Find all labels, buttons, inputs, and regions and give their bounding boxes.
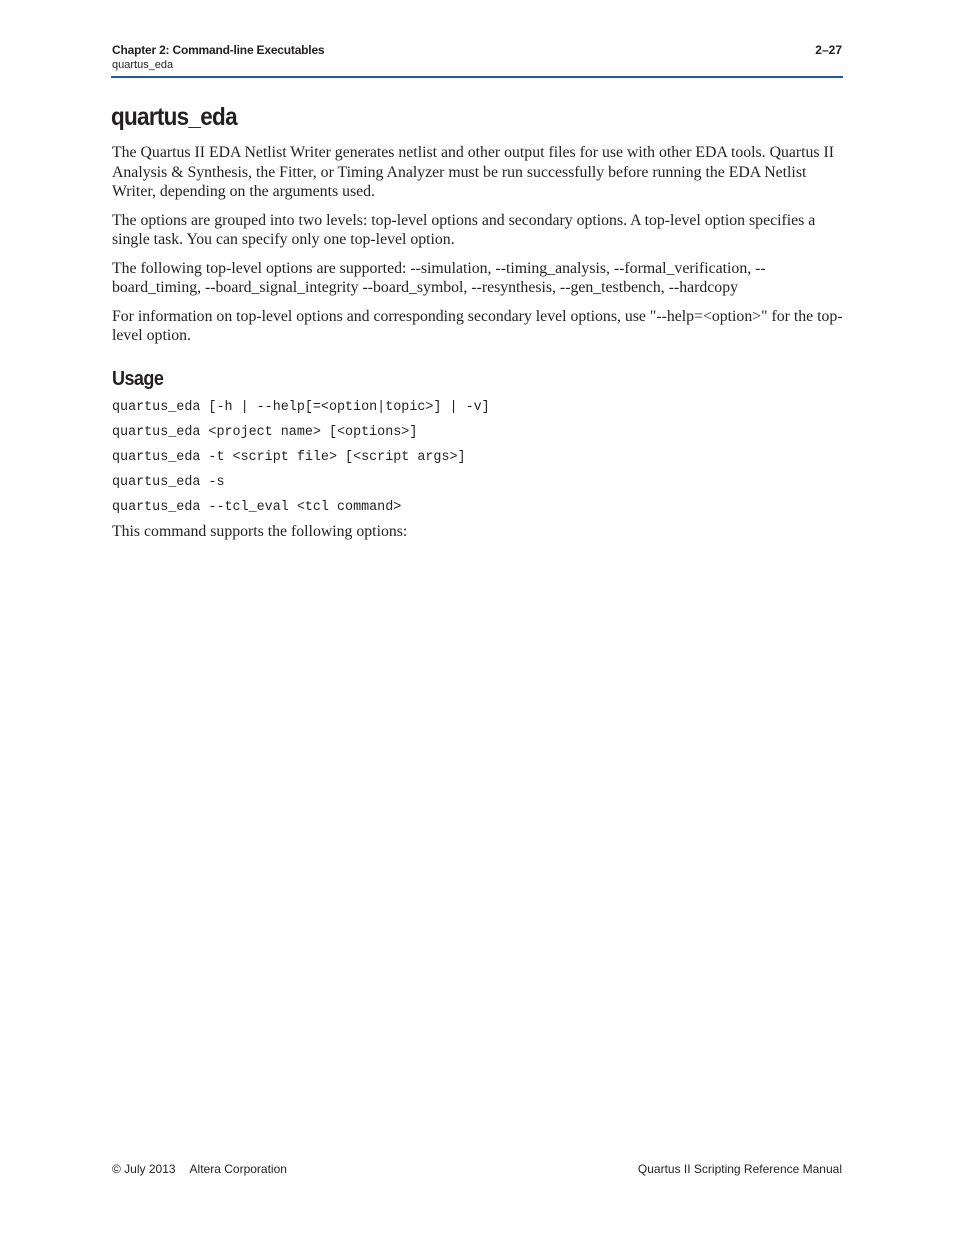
footer-company: Altera Corporation (189, 1162, 287, 1176)
header-page-number: 2–27 (815, 43, 842, 57)
usage-line: quartus_eda -s (112, 475, 225, 490)
footer-manual-title: Quartus II Scripting Reference Manual (637, 1162, 842, 1176)
usage-line: quartus_eda -t <script file> [<script args>] (112, 450, 466, 465)
main-content (112, 143, 844, 551)
footer-date: © July 2013 (112, 1162, 176, 1176)
usage-line: quartus_eda <project name> [<options>] (112, 425, 418, 440)
options-intro: This command supports the following options: (112, 523, 408, 540)
usage-line: quartus_eda --tcl_eval <tcl command> (112, 500, 402, 515)
footer-left (112, 1162, 287, 1176)
page-title: quartus_eda (111, 103, 237, 131)
intro-paragraph: The Quartus II EDA Netlist Writer generates netlist and other output files for use with other EDA tools. Quartus II Analysis & Synthesis, the Fitter, or Timing Analyzer must be run successfully before running the EDA Netlist Writer, depending on the arguments used. (112, 144, 835, 200)
help-paragraph: For information on top-level options and corresponding secondary level options, use "--help=<option>" for the top-level option. (112, 307, 843, 344)
usage-line: quartus_eda [-h | --help[=<option|topic>] | -v] (112, 400, 490, 415)
header-chapter: Chapter 2: Command-line Executables (112, 43, 325, 57)
header-rule (111, 76, 843, 78)
usage-heading: Usage (112, 367, 164, 390)
levels-paragraph: The options are grouped into two levels: top-level options and secondary options. A top-level option specifies a single task. You can specify only one top-level option. (112, 211, 816, 248)
options-paragraph: The following top-level options are supported: --simulation, --timing_analysis, --formal_verification, --board_timing, --board_signal_integrity --board_symbol, --resynthesis, --gen_testbench, --hardcopy (112, 259, 766, 296)
header-section: quartus_eda (112, 59, 174, 71)
